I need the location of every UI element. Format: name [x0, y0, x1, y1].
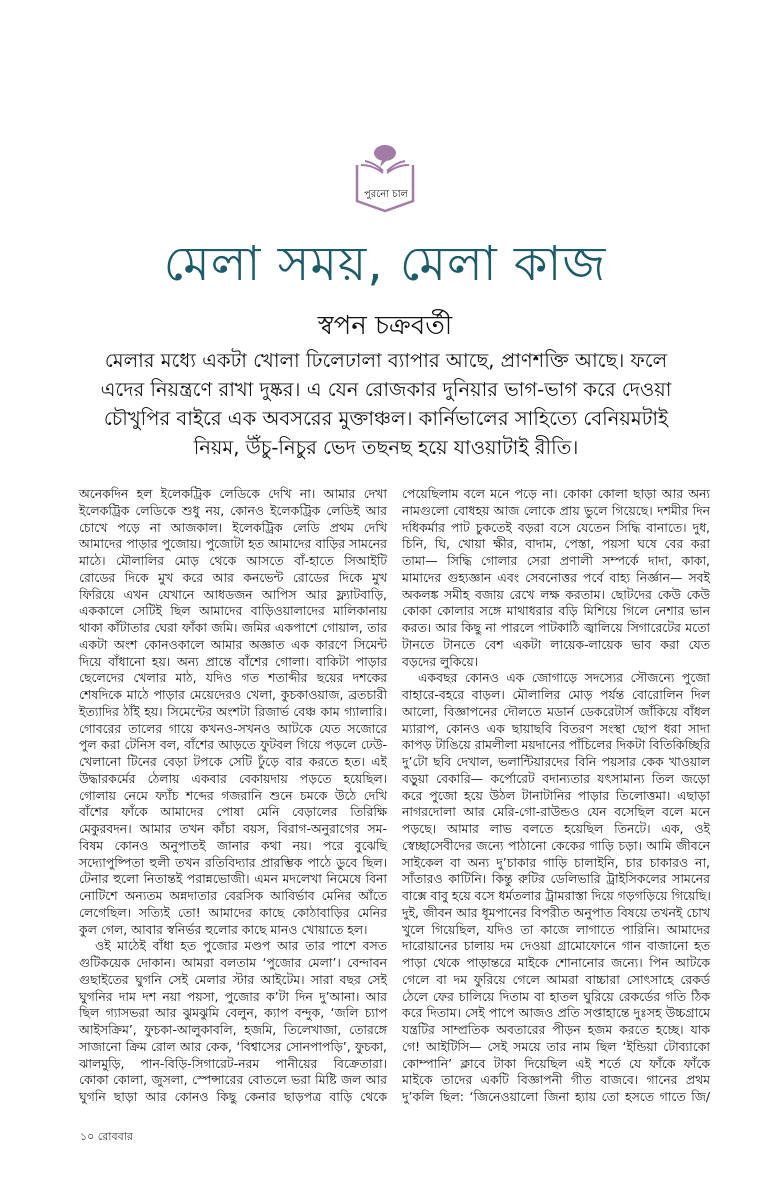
text-line: পেয়েছিলাম বলে মনে পড়ে না। কোকা কোলা ছাড়া আর অন্য [402, 486, 710, 501]
text-line: দুই, জীবন আর ধূমপানের বিপরীত অনুপাত বিষয়ে তখনই চোখ [402, 904, 710, 920]
text-line: আলো, বিজ্ঞাপনের দৌলতে মডার্ন ডেকরেটার্স জাঁকিয়ে বাঁধল [402, 703, 710, 719]
text-line: কাপড় টাঙিয়ে রামলীলা ময়দানের পাঁচিলের দিকটা বিতিকিচ্ছিরি [402, 737, 711, 753]
text-line: নোটিশে অন্যতম অন্নদাতার বেরসিক আবির্ভাব মেনির আঁতে [79, 888, 387, 903]
text-line: টানতে টানতে বেশ একটা লায়েক-লায়েক ভাব করা যেত [402, 636, 710, 652]
intro-line: চৌখুপির বাইরে এক অবসরের মুক্তাঞ্চল। কার্নিভালের সাহিত্যে বেনিয়মটাই [103, 407, 669, 430]
text-line: ছিল গ্যাসভরা আর ঝুমঝুমি বেলুন, ক্যাপ বন্দুক, ‘জলি চ্যাপ [79, 1005, 387, 1021]
article-title: মেলা সময়, মেলা কাজ [163, 236, 607, 292]
text-line: ইলেকট্রিক লেডিকে শুধু নয়, কোনও ইলেকট্রিক লেডিই আর [79, 502, 387, 518]
text-line: নাগরদোলা আর মেরি-গো-রাউন্ডও যেন বসেছিল বলে মনে [402, 804, 710, 820]
body-column-left [79, 486, 387, 1106]
text-line: নামগুলো বোধহয় আজ লোকে প্রায় ভুলে গিয়েছে। দশমীর দিন [402, 502, 710, 518]
paragraph [79, 486, 387, 938]
text-line: যন্ত্রটির সাম্প্রতিক অবতারের পীড়ন হজম করতে হচ্ছে। যাক [402, 1022, 710, 1037]
text-line: মাইকে তাদের একটি বিজ্ঞাপনী গীত বাজবে। গানের প্রথম [402, 1072, 710, 1088]
text-line: মাঠে। মৌলালির মোড় থেকে আসতে বাঁ-হাতে সিআইটি [79, 553, 387, 568]
text-line: স্বেচ্ছাসেবীদের জন্যে পাঠানো কেকের গাড়ি চড়া। আমি জীবনে [402, 837, 710, 853]
text-line: সাইকেল বা অন্য দু’চাকার গাড়ি চালাইনি, চার চাকারও না, [402, 854, 710, 870]
text-line: গে! আইটিসি— সেই সময়ে তার নাম ছিল ‘ইন্ডিয়া টোব্যাকো [402, 1038, 710, 1054]
text-line: চোখে পড়ে না আজকাল। ইলেকট্রিক লেডি প্রথম দেখি [79, 519, 387, 535]
text-line: বাঁশের ফাঁকে আমাদের পোষা মেনি বেড়ালের তিরিক্ষি [79, 804, 387, 820]
text-line: গুছাইতের ঘুগনি সেই মেলার স্টার আইটেম। সারা বছর সেই [79, 971, 387, 987]
text-line: শেষদিকে মাঠে পাড়ার মেয়েদেরও খেলা, কুচকাওয়াজ, ব্রতচারী [79, 687, 387, 702]
paragraph [79, 938, 387, 1106]
text-line: খেলানো টিনের বেড়া টপকে সেটি ঢুঁড়ে বার করতে হত। এই [79, 754, 387, 769]
text-line: কোকা কোলার সঙ্গে মাথাধরার বড়ি মিশিয়ে গিলে নেশার ভান [402, 603, 710, 619]
text-line: আমাদের পাড়ার পুজোয়। পুজোটা হত আমাদের বাড়ির সামনের [79, 536, 387, 552]
text-line: ঝালমুড়ি, পান-বিড়ি-সিগারেট-নরম পানীয়ের বিক্রেতারা। [79, 1055, 387, 1071]
text-line: অকলঙ্ক সমীহ বজায় রেখে লক্ষ করতাম। ছোটদের কেউ কেউ [402, 586, 710, 602]
text-line: কোকা কোলা, জুসলা, স্পেন্সারের বোতলে ভরা মিষ্টি জল আর [79, 1072, 387, 1088]
section-label: পুরনো চাল [363, 189, 409, 200]
text-line: মামাদের গুহ্যজ্ঞান এবং সেবনোত্তর পর্বে বাহ্য নির্জ্ঞান— সবই [402, 569, 710, 585]
paragraph [402, 670, 710, 1106]
text-line: ফিরিয়ে এখন যেখানে আধডজন আপিস আর ফ্ল্যাটবাড়ি, [79, 586, 387, 602]
body-column-right [402, 486, 710, 1106]
text-line: করে পুজো হয়ে উঠল টানাটানির পাড়ার তিলোত্তমা। এছাড়া [402, 787, 710, 803]
text-line: মেকুরবদন। আমার তখন কাঁচা বয়স, বিরাগ-অনুরাগের সম- [79, 821, 387, 836]
paragraph [402, 486, 710, 670]
text-line: ম্যারাপ, কোনও এক ছায়াছবি বিতরণ সংস্থা ছোপ ধরা সাদা [402, 720, 710, 736]
article-intro [80, 346, 692, 462]
text-line: সদ্যোপুষ্পিতা হুলী তখন রতিবিদ্যার প্রারম্ভিক পাঠে ডুবে ছিল। [79, 854, 387, 870]
text-line: তামা— সিদ্ধি গোলার সেরা প্রণালী সম্পর্কে দাদা, কাকা, [402, 553, 710, 568]
text-line: ঠেলে ফের চালিয়ে দিতাম বা হাতল ঘুরিয়ে রেকর্ডের গতি ঠিক [402, 988, 710, 1004]
text-line: গোলায় নেমে ফ্যাঁচ শব্দের গজরানি শুনে চমকে উঠে দেখি [79, 787, 387, 803]
text-line: ছেলেদের খেলার মাঠ, যদিও গত শতাব্দীর ছয়ের দশকের [79, 670, 387, 686]
text-line: ইত্যাদির ঠাঁই হয়। সিমেন্টের অংশটা রিজার্ভ বেঞ্চ কাম গ্যালারি। [79, 703, 387, 719]
intro-line: মেলার মধ্যে একটা খোলা ঢিলেঢালা ব্যাপার আছে, প্রাণশক্তি আছে। ফলে [104, 349, 668, 372]
intro-line: এদের নিয়ন্ত্রণে রাখা দুষ্কর। এ যেন রোজকার দুনিয়ার ভাগ-ভাগ করে দেওয়া [100, 378, 672, 401]
text-line: পড়ছে। আমার লাভ বলতে হয়েছিল তিনটে। এক, ওই [402, 821, 710, 836]
intro-line: নিয়ম, উঁচু-নিচুর ভেদ তছনছ হয়ে যাওয়াটাই রীতি। [193, 436, 579, 459]
text-line: করত। আর কিছু না পারলে পাটকাঠি জ্বালিয়ে সিগারেটের মতো [402, 620, 710, 635]
text-line: সাঁতারও কাটিনি। কিন্তু রুটির ডেলিভারি ট্রাইসিকলের সামনের [402, 871, 710, 887]
text-line: দধিকর্মার পাট চুকতেই বড়রা বসে যেতেন সিদ্ধি বানাতে। দুধ, [402, 519, 710, 535]
text-line: টেনার হুলো নিতান্তই পরান্নভোজী। এমন মদলেখা নিমেষে বিনা [79, 871, 387, 887]
text-line: গুটিকয়েক দোকান। আমরা বলতাম ‘পুজোর মেলা’। বেন্দাবন [79, 955, 387, 970]
text-line: উদ্ধারকর্মের ঠেলায় একবার বেকায়দায় পড়তে হয়েছিল। [79, 770, 387, 786]
text-line: রোডের দিকে মুখ করে আর কনভেন্ট রোডের দিকে মুখ [79, 569, 387, 585]
text-line: পাড়া থেকে পাড়ান্তরে মাইকে শোনানোর জন্যে। পিন আটকে [402, 955, 710, 970]
text-line: ঘুগনি ছাড়া আর কোনও কিছু কেনার ছাড়পত্র বাড়ি থেকে [79, 1089, 387, 1104]
text-line: চিনি, ঘি, খোয়া ক্ষীর, বাদাম, পেস্তা, পয়সা ঘষে বের করা [402, 536, 710, 552]
page-footer: ১০ রোববার [80, 1130, 133, 1143]
text-line: খুলে গিয়েছিল, যদিও তা কাজে লাগাতে পারিনি। আমাদের [402, 921, 710, 937]
text-line: কুল গেল, আবার স্বনির্ভর হুলোর কাছে মানও খোয়াতে হল। [79, 921, 368, 937]
text-line: দু’টো ছবি দেখাল, ভলান্টিয়ারদের বিনি পয়সার কেক খাওয়াল [402, 754, 710, 769]
author-name: স্বপন চক্রবর্তী [317, 311, 453, 341]
text-line: পুল করা টেনিস বল, বাঁশের আড়তে ফুটবল গিয়ে পড়লে ঢেউ- [79, 737, 387, 753]
text-line: করে দিতাম। সেই পাপে আজও প্রতি সপ্তাহান্তে দুঃসহ উচ্চগ্রামে [402, 1005, 710, 1021]
text-line: একটা অংশ কোনওকালে আমার অজ্ঞাত এক কারণে সিমেন্ট [79, 636, 387, 652]
text-line: থাকা কাঁটাতার ঘেরা ফাঁকা জমি। জমির একপাশে গোয়াল, তার [79, 620, 387, 635]
text-line: ঘুগনির দাম দশ নয়া পয়সা, পুজোর ক’টা দিন দু’আনা। আর [79, 988, 387, 1004]
text-line: এককালে সেটিই ছিল আমাদের বাড়িওয়ালাদের মালিকানায় [79, 603, 387, 619]
text-line: একবছর কোনও এক জোগাড়ে সদস্যের সৌজন্যে পুজো [418, 670, 710, 686]
text-line: গোবরের তালের গায়ে কখনও-সখনও আটকে যেত সজোরে [79, 720, 387, 736]
text-line: সাজানো ক্রিম রোল আর কেক, ‘বিশ্বাসের সোনপাপড়ি’, ফুচকা, [79, 1038, 387, 1054]
text-line: অনেকদিন হল ইলেকট্রিক লেডিকে দেখি না। আমার দেখা [79, 486, 387, 501]
text-line: বড়ুয়া বেকারি— কর্পোরেট বদান্যতার যৎসামান্য তিল জড়ো [402, 770, 710, 786]
text-line: বাক্সে বাবু হয়ে বসে ধর্মতলার ট্রামরাস্তা দিয়ে গড়গড়িয়ে গিয়েছি। [402, 888, 711, 903]
text-line: বড়দের লুকিয়ে। [402, 653, 479, 669]
text-line: লেগেছিল। সত্যিই তো! আমাদের কাছে কোঠাবাড়ির মেনির [79, 904, 387, 920]
text-line: গেলে বা দম ফুরিয়ে গেলে আমরা বাচ্চারা সোৎসাহে রেকর্ড [402, 971, 710, 987]
text-line: দারোয়ানের চালায় দম দেওয়া গ্রামোফোনে গান বাজানো হত [402, 938, 710, 954]
text-line: আইসক্রিম’, ফুচকা-আলুকাবলি, হজমি, তিলেখাজা, তোরঙ্গে [79, 1022, 387, 1037]
text-line: ওই মাঠেই বাঁধা হত পুজোর মণ্ডপ আর তার পাশে বসত [95, 938, 387, 954]
text-line: বিষম কোনও অনুপাতই জানার কথা নয়। পরে বুঝেছি [79, 837, 387, 853]
text-line: দু’কলি ছিল: ‘জিনেওয়ালো জিনা হ্যায় তো হসতে গাতে জি/ [402, 1089, 710, 1104]
text-line: কোম্পানি’ ক্লাবে টাকা দিয়েছিল এই শর্তে যে ফাঁকে ফাঁকে [402, 1055, 710, 1071]
text-line: দিয়ে বাঁধানো হয়। অন্য প্রান্তে বাঁশের গোলা। বাকিটা পাড়ার [79, 653, 387, 669]
text-line: বাহারে-বহরে বাড়ল। মৌলালির মোড় পর্যন্ত বোরোলিন দিল [402, 687, 710, 702]
